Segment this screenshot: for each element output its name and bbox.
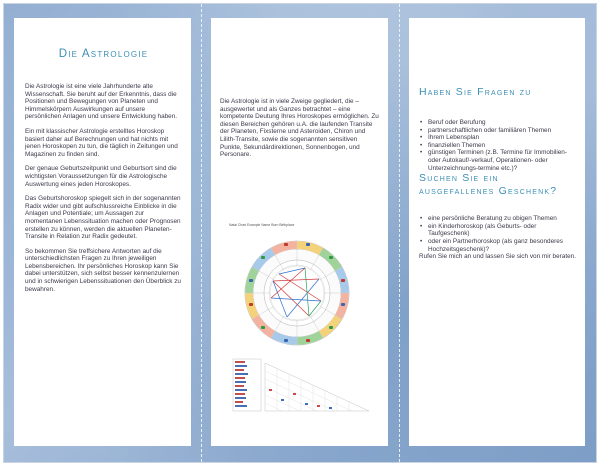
questions-heading: Haben Sie Fragen zu (419, 86, 532, 98)
paragraph: Der genaue Geburtszeitpunkt und Geburtsort sind die wichtigsten Voraussetzungen für die Astrologische Auswertung eines jeden Horoskopes. (25, 165, 177, 188)
fold-line-1 (201, 4, 202, 462)
paragraph: Die Astrologie ist eine viele Jahrhunderte alte Wissenschaft. Sie beruht auf der Erkenntnis, dass die Positionen und Bewegungen von Planeten und Himmelskörpern Auswirkungen auf unsere persönlichen Anlagen und unsere Entwicklung haben. (25, 83, 178, 121)
closing-text: Rufen Sie mich an und lassen Sie sich von mir beraten. (419, 253, 577, 261)
paragraph: So bekommen Sie treffsichere Antworten auf die unterschiedlichsten Fragen zu Ihren jeweiligen Lebensbereichen. Ihr persönliches Horoskop kann Sie dabei unterstützen, sich selbst besser kennenzulernen und in schwierigen Lebenssituationen den Überblick zu bewahren. (25, 247, 181, 293)
gifts-list (419, 215, 576, 253)
list-item: • ein Kinderhoroskop (als Geburts- oder Taufgeschenk) (428, 223, 576, 238)
astrologie-body (25, 83, 182, 293)
list-item: • oder ein Partnerhoroskop (als ganz besonderes Hochzeitsgeschenk)? (428, 238, 576, 253)
list-item: • günstigen Terminen (z.B. Termine für Immobilien- oder Autokauf/-verkauf, Operationen- oder Unterzeichnungs-termine etc.)? (428, 149, 576, 172)
list-item: • partnerschaftlichen oder familiären Themen (428, 127, 576, 135)
paragraph: Das Geburtshoroskop spiegelt sich in der sogenannten Radix wider und gibt aufschlussreiche Einblicke in die Anlagen und Potentiale; um Aussagen zur momentanen Lebenssituation machen oder Prognosen erstellen zu können, werden die aktuellen Planeten-Transite in Relation zur Radix gedeutet. (25, 195, 181, 241)
questions-list (419, 119, 576, 172)
horoscope-chart-image (229, 223, 371, 433)
list-item: • eine persönliche Beratung zu obigen Themen (428, 215, 576, 223)
fold-line-2 (399, 4, 400, 462)
list-item: • Beruf oder Berufung (428, 119, 576, 127)
horoscope-wheel-drawing (229, 223, 371, 433)
list-item: • Ihrem Lebensplan (428, 134, 576, 142)
paragraph: Ein mit klassischer Astrologie erstelltes Horoskop basiert daher auf Berechnungen und hat nichts mit jenen Horoskopen zu tun, die täglich in Zeitungen und Magazinen zu finden sind. (25, 127, 178, 158)
branches-paragraph: Die Astrologie ist in viele Zweige gegliedert, die – ausgewertet und als Ganzes betrachtet – eine kompetente Deutung Ihres Horoskopes ermöglichen. Zu diesen Bereichen gehören u.A. die laufenden Transite der Planeten, Fixsterne und Asteroiden, Chiron und Lilith-Transite, sowie die sogenannten sensitiven Punkte, Sekundärdirektionen, Sonnenbogen, und Personare. (220, 98, 379, 159)
chart-caption: Natal Chart Example Name Born Birthplace (229, 223, 295, 227)
astrologie-title: Die Astrologie (58, 48, 149, 60)
list-item: • finanziellen Themen (428, 142, 576, 150)
panel-left (14, 18, 191, 446)
panel-right (409, 18, 585, 446)
panel-middle (211, 18, 388, 446)
brochure-sheet (4, 4, 596, 462)
gift-heading: Suchen Sie ein ausgefallenes Geschenk? (419, 172, 558, 198)
